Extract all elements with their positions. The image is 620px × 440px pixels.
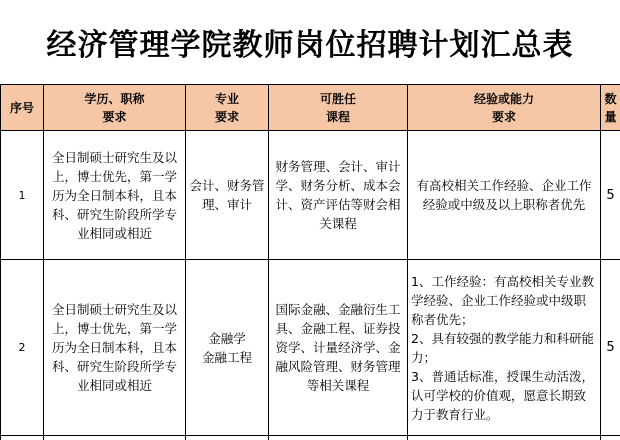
cell-quantity: 5 — [601, 260, 620, 436]
cell-experience-text: 有高校相关工作经验、企业工作经验或中级及以上职称者优先 — [408, 176, 600, 214]
cell-empty — [601, 436, 620, 440]
header-courses: 可胜任 课程 — [269, 85, 408, 131]
cell-empty — [186, 436, 269, 440]
cell-courses-text: 财务管理、会计、审计学、财务分析、成本会计、资产评估等财会相关课程 — [269, 157, 407, 233]
cell-quantity: 5 — [601, 131, 620, 260]
cell-courses — [269, 260, 408, 436]
cell-education — [44, 131, 186, 260]
cell-major-text: 金融学 金融工程 — [186, 329, 268, 367]
header-major: 专业 要求 — [186, 85, 269, 131]
page-title: 经济管理学院教师岗位招聘计划汇总表 — [0, 0, 620, 84]
table-row — [1, 260, 620, 436]
cell-education-text: 全日制硕士研究生及以上，博士优先，第一学历为全日制本科，且本科、研究生阶段所学专业相同或相近 — [44, 148, 185, 243]
header-seq: 序号 — [1, 85, 44, 131]
cell-empty — [269, 436, 408, 440]
cell-major-text: 会计、财务管理、审计 — [186, 176, 268, 214]
cell-seq: 1 — [1, 131, 44, 260]
cell-courses — [269, 131, 408, 260]
cell-experience — [408, 260, 601, 436]
header-quantity: 数 量 — [601, 85, 620, 131]
cell-courses-text: 国际金融、金融衍生工具、金融工程、证券投资学、计量经济学、金融风险管理、财务管理等相关课程 — [269, 300, 407, 395]
cell-major — [186, 131, 269, 260]
cell-experience — [408, 131, 601, 260]
header-experience: 经验或能力 要求 — [408, 85, 601, 131]
cell-empty — [44, 436, 186, 440]
recruitment-table — [0, 84, 620, 440]
cell-empty — [408, 436, 601, 440]
header-row — [1, 85, 620, 131]
header-education: 学历、职称 要求 — [44, 85, 186, 131]
cell-major — [186, 260, 269, 436]
cell-experience-text: 1、工作经验：有高校相关专业教学经验、企业工作经验或中级职称者优先； 2、具有较强的教学能力和科研能力； 3、普通话标准，授课生动活泼，认可学校的价值观，愿意长期致力于教育行业。 — [408, 272, 600, 424]
table-row-partial — [1, 436, 620, 440]
cell-empty — [1, 436, 44, 440]
cell-education-text: 全日制硕士研究生及以上，博士优先，第一学历为全日制本科，且本科、研究生阶段所学专业相同或相近 — [44, 300, 185, 395]
cell-education — [44, 260, 186, 436]
table-row — [1, 131, 620, 260]
cell-seq: 2 — [1, 260, 44, 436]
